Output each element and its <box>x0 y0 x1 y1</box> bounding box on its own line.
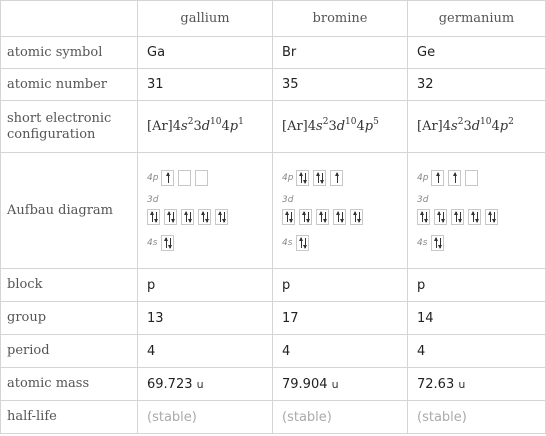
orbital-box <box>350 209 363 225</box>
subshell-label: 4p <box>147 173 159 183</box>
column-header-gallium: gallium <box>138 1 273 37</box>
atomic-symbol-value: Ga <box>138 37 273 69</box>
shell-number: 4 <box>172 119 182 134</box>
electron-count: 2 <box>508 117 514 127</box>
orbital-box <box>299 209 312 225</box>
shell-number: 4 <box>307 119 317 134</box>
orbital-box <box>451 209 464 225</box>
arrow-down-icon <box>305 173 306 183</box>
table-row <box>1 335 546 368</box>
arrow-down-icon <box>173 212 174 222</box>
config-term <box>193 119 221 134</box>
arrow-down-icon <box>190 212 191 222</box>
subshell-p-row <box>417 168 536 188</box>
electron-count: 1 <box>238 117 244 127</box>
arrow-up-icon <box>473 212 474 222</box>
arrow-up-icon <box>168 173 169 183</box>
group-value: 13 <box>138 302 273 335</box>
subshell-p-row <box>147 168 263 188</box>
orbital-box <box>296 235 309 251</box>
arrow-down-icon <box>359 212 360 222</box>
subshell-letter: d <box>471 119 481 134</box>
config-term <box>463 119 491 134</box>
arrow-down-icon <box>325 212 326 222</box>
subshell-letter: p <box>364 119 374 134</box>
config-term <box>173 119 194 134</box>
config-term <box>308 119 329 134</box>
arrow-down-icon <box>322 173 323 183</box>
arrow-down-icon <box>170 238 171 248</box>
period-value: 4 <box>138 335 273 368</box>
group-value: 14 <box>408 302 546 335</box>
aufbau-diagram <box>408 153 546 269</box>
arrow-down-icon <box>426 212 427 222</box>
block-value: p <box>273 269 408 302</box>
orbital-box <box>198 209 211 225</box>
row-label-atomic-mass: atomic mass <box>1 368 138 401</box>
half-life-value: (stable) <box>138 401 273 434</box>
orbital-box <box>296 170 309 186</box>
arrow-up-icon <box>321 212 322 222</box>
atomic-symbol-value: Br <box>273 37 408 69</box>
orbital-box <box>468 209 481 225</box>
atomic-symbol-value: Ge <box>408 37 546 69</box>
table-row <box>1 37 546 69</box>
arrow-up-icon <box>456 212 457 222</box>
config-core: [Ar] <box>417 119 443 134</box>
block-value: p <box>138 269 273 302</box>
row-label-atomic-number: atomic number <box>1 69 138 101</box>
config-term <box>357 119 379 134</box>
arrow-down-icon <box>460 212 461 222</box>
shell-number: 3 <box>193 119 202 134</box>
orbital-box <box>485 209 498 225</box>
subshell-label: 3d <box>417 195 429 205</box>
arrow-up-icon <box>422 212 423 222</box>
subshell-label: 3d <box>147 195 159 205</box>
aufbau-diagram <box>138 153 273 269</box>
electron-count: 5 <box>373 117 379 127</box>
subshell-s-row <box>417 233 536 253</box>
orbital-box <box>181 209 194 225</box>
table-row <box>1 401 546 434</box>
subshell-d-row <box>282 207 398 227</box>
arrow-down-icon <box>308 212 309 222</box>
arrow-up-icon <box>455 173 456 183</box>
subshell-letter: d <box>201 119 211 134</box>
config-term <box>492 119 514 134</box>
arrow-up-icon <box>166 238 167 248</box>
config-core: [Ar] <box>147 119 173 134</box>
column-header-bromine: bromine <box>273 1 408 37</box>
electron-count: 10 <box>210 117 222 127</box>
orbital-box <box>313 170 326 186</box>
orbital-box <box>282 209 295 225</box>
electron-count: 10 <box>480 117 492 127</box>
period-value: 4 <box>273 335 408 368</box>
half-life-value: (stable) <box>273 401 408 434</box>
mass-number: 79.904 <box>282 376 328 392</box>
arrow-down-icon <box>440 238 441 248</box>
row-label-atomic-symbol: atomic symbol <box>1 37 138 69</box>
mass-unit: u <box>196 377 204 391</box>
subshell-label: 4s <box>282 238 293 248</box>
arrow-down-icon <box>342 212 343 222</box>
arrow-up-icon <box>186 212 187 222</box>
arrow-down-icon <box>156 212 157 222</box>
arrow-up-icon <box>438 173 439 183</box>
mass-unit: u <box>458 377 466 391</box>
arrow-down-icon <box>305 238 306 248</box>
subshell-d-row <box>147 207 263 227</box>
arrow-up-icon <box>301 238 302 248</box>
orbital-box <box>448 170 461 186</box>
orbital-box <box>431 170 444 186</box>
subshell-letter: p <box>229 119 239 134</box>
config-term <box>328 119 356 134</box>
subshell-letter: d <box>336 119 346 134</box>
period-value: 4 <box>408 335 546 368</box>
orbital-box <box>333 209 346 225</box>
header-row <box>1 1 546 37</box>
subshell-s-row <box>282 233 398 253</box>
arrow-up-icon <box>287 212 288 222</box>
orbital-box <box>161 170 174 186</box>
shell-number: 4 <box>491 119 500 134</box>
config-term <box>222 119 244 134</box>
config-term <box>443 119 464 134</box>
arrow-down-icon <box>443 212 444 222</box>
electron-count: 10 <box>345 117 357 127</box>
arrow-up-icon <box>318 173 319 183</box>
row-label-aufbau: Aufbau diagram <box>1 153 138 269</box>
shell-number: 4 <box>221 119 230 134</box>
table-row <box>1 269 546 302</box>
electron-config-value <box>138 101 273 153</box>
shell-number: 3 <box>328 119 337 134</box>
corner-cell <box>1 1 138 37</box>
orbital-box <box>164 209 177 225</box>
orbital-box <box>330 170 343 186</box>
orbital-box <box>215 209 228 225</box>
shell-number: 3 <box>463 119 472 134</box>
subshell-label: 4p <box>282 173 294 183</box>
arrow-down-icon <box>207 212 208 222</box>
subshell-label: 3d <box>282 195 294 205</box>
mass-number: 72.63 <box>417 376 455 392</box>
arrow-down-icon <box>494 212 495 222</box>
arrow-up-icon <box>220 212 221 222</box>
electron-count: 2 <box>322 117 329 127</box>
arrow-up-icon <box>304 212 305 222</box>
mass-number: 69.723 <box>147 376 193 392</box>
orbital-box <box>431 235 444 251</box>
atomic-mass-value <box>138 368 273 401</box>
table-row <box>1 368 546 401</box>
table-row <box>1 101 546 153</box>
atomic-mass-value <box>273 368 408 401</box>
arrow-down-icon <box>477 212 478 222</box>
subshell-label: 4p <box>417 173 429 183</box>
half-life-value: (stable) <box>408 401 546 434</box>
table-row <box>1 302 546 335</box>
arrow-down-icon <box>224 212 225 222</box>
atomic-mass-value <box>408 368 546 401</box>
arrow-up-icon <box>301 173 302 183</box>
subshell-letter: s <box>181 119 188 134</box>
subshell-letter: s <box>451 119 458 134</box>
config-core: [Ar] <box>282 119 308 134</box>
orbital-box <box>316 209 329 225</box>
arrow-up-icon <box>436 238 437 248</box>
row-label-half-life: half-life <box>1 401 138 434</box>
orbital-box <box>147 209 160 225</box>
row-label-short-config: short electronic configuration <box>1 101 138 153</box>
subshell-letter: p <box>499 119 509 134</box>
aufbau-diagram <box>273 153 408 269</box>
orbital-box <box>161 235 174 251</box>
mass-unit: u <box>331 377 339 391</box>
shell-number: 4 <box>356 119 365 134</box>
electron-count: 2 <box>457 117 464 127</box>
subshell-p-row <box>282 168 398 188</box>
orbital-box <box>417 209 430 225</box>
subshell-s-row <box>147 233 263 253</box>
orbital-box <box>178 170 191 186</box>
subshell-d-row <box>417 207 536 227</box>
subshell-label: 4s <box>417 238 428 248</box>
group-value: 17 <box>273 302 408 335</box>
arrow-up-icon <box>355 212 356 222</box>
table-row <box>1 69 546 101</box>
table-row <box>1 153 546 269</box>
electron-config-value <box>273 101 408 153</box>
atomic-number-value: 31 <box>138 69 273 101</box>
arrow-up-icon <box>152 212 153 222</box>
arrow-up-icon <box>169 212 170 222</box>
atomic-number-value: 35 <box>273 69 408 101</box>
arrow-up-icon <box>338 212 339 222</box>
arrow-down-icon <box>291 212 292 222</box>
orbital-box <box>465 170 478 186</box>
electron-count: 2 <box>187 117 194 127</box>
arrow-up-icon <box>439 212 440 222</box>
electron-config-value <box>408 101 546 153</box>
row-label-group: group <box>1 302 138 335</box>
block-value: p <box>408 269 546 302</box>
column-header-germanium: germanium <box>408 1 546 37</box>
atomic-number-value: 32 <box>408 69 546 101</box>
arrow-up-icon <box>490 212 491 222</box>
shell-number: 4 <box>442 119 452 134</box>
row-label-block: block <box>1 269 138 302</box>
arrow-up-icon <box>203 212 204 222</box>
row-label-period: period <box>1 335 138 368</box>
orbital-box <box>195 170 208 186</box>
subshell-letter: s <box>316 119 323 134</box>
arrow-up-icon <box>337 173 338 183</box>
subshell-label: 4s <box>147 238 158 248</box>
orbital-box <box>434 209 447 225</box>
